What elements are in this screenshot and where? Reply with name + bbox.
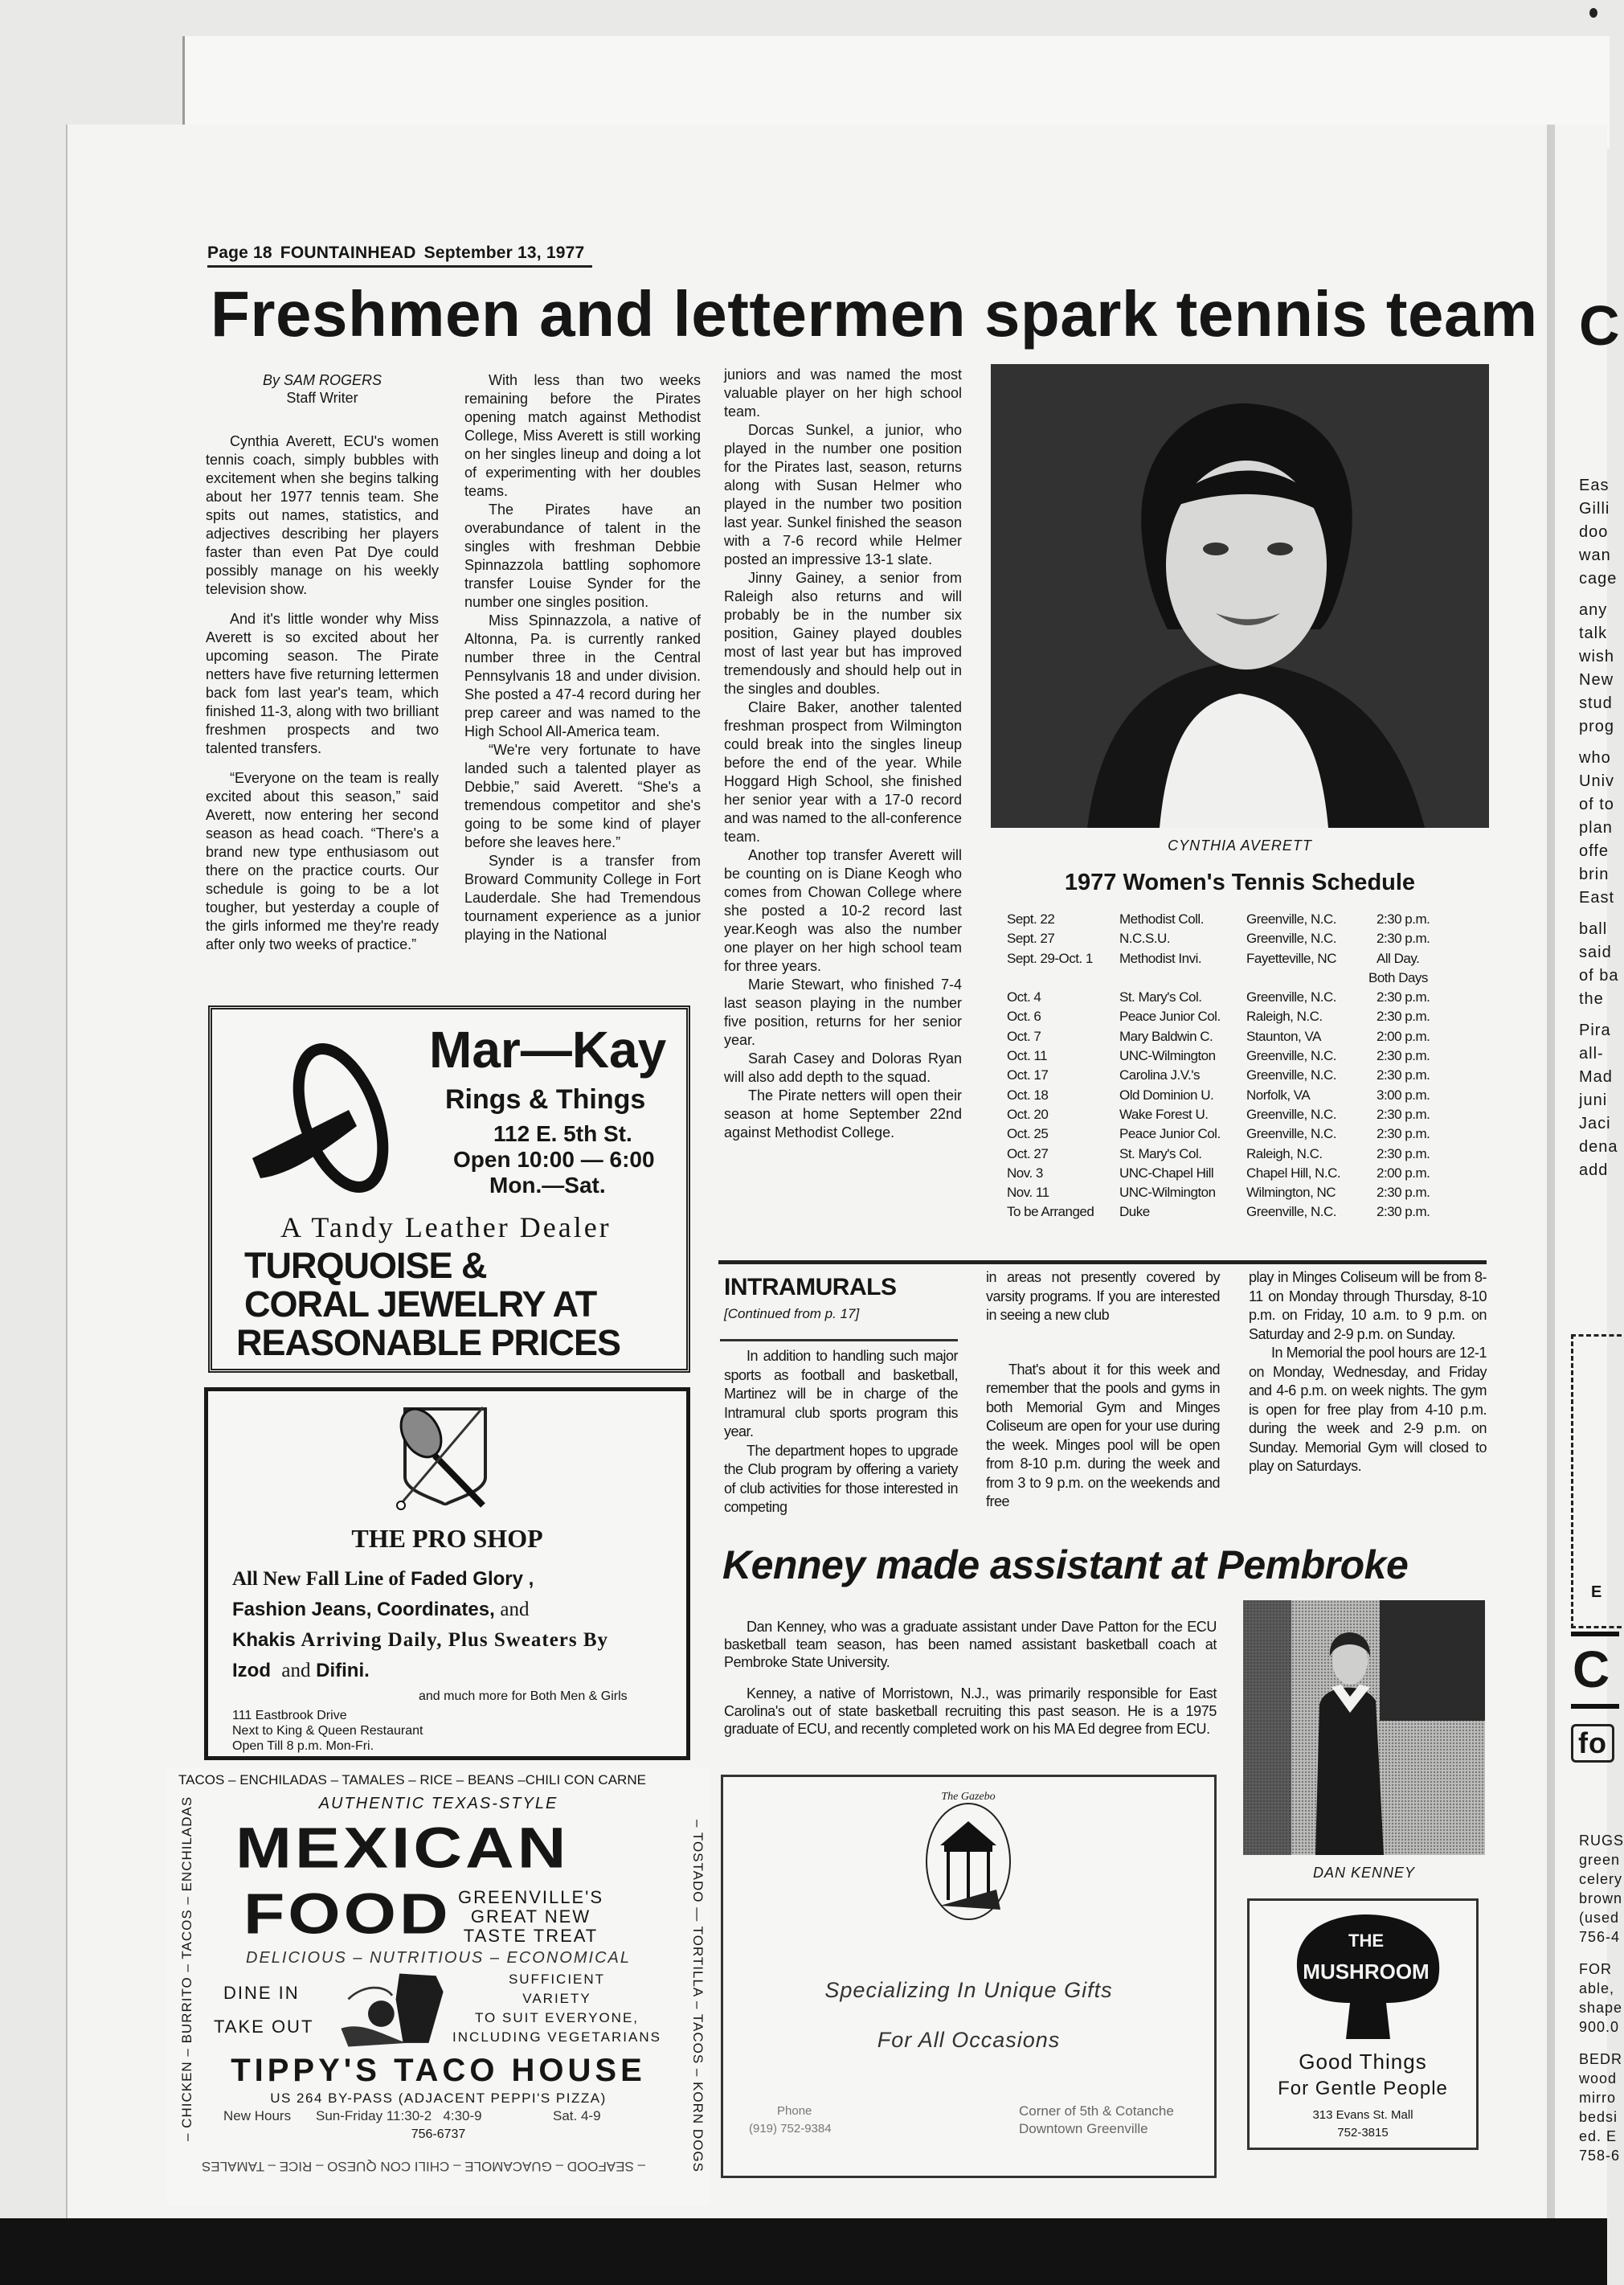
ad-line: Good Things [1299,2050,1427,2074]
restaurant-address: US 264 BY-PASS (ADJACENT PEPPI'S PIZZA) [270,2090,607,2106]
location: Greenville, N.C. [1246,1067,1336,1083]
paragraph: The department hopes to upgrade the Club program by offering a variety of club activities for those interested in competing [724,1442,958,1515]
classified-fragment: RUGS [1579,1833,1624,1849]
match-date: Oct. 17 [1007,1067,1049,1083]
schedule-row [991,1087,1489,1107]
byline [206,371,439,407]
opponent: Methodist Coll. [1119,911,1204,927]
ad-line [232,1566,534,1592]
photo-caption: CYNTHIA AVERETT [1168,837,1312,854]
cynthia-averett-photo [991,364,1489,828]
match-date: Nov. 11 [1007,1185,1049,1201]
text-fragment: who [1579,749,1611,767]
text-fragment: Eas [1579,477,1610,494]
variety-text [440,1970,673,2047]
classified-fragment: ed. E [1579,2128,1618,2144]
schedule-row [991,1009,1489,1028]
text-fragment: any [1579,601,1608,619]
classified-fragment: able, [1579,1980,1615,1996]
store-name: Mar—Kay [429,1021,667,1079]
paragraph: in areas not presently covered by varsity programs. If you are interested in seeing a new club [986,1269,1220,1323]
ink-speck [1589,8,1597,18]
logo-lettering: MUSHROOM [1303,1959,1430,1984]
location: Greenville, N.C. [1246,1126,1336,1142]
ad-line [232,1628,608,1653]
text-fragment: Mad [1579,1068,1613,1086]
paragraph: “Everyone on the team is really excited about this season,” said Averett, now entering her second season as head coach. “There's a brand new type enthusiasom out there on the practice courts. Our schedule is going to be a lot tougher, but yesterday a couple of the girls informed me they're ready after only two weeks of practice.” [206,770,439,952]
location: Greenville, N.C. [1246,931,1336,947]
phone-number: (919) 752-9384 [749,2122,832,2136]
opponent: Wake Forest U. [1119,1106,1209,1122]
paragraph: Another top transfer Averett will be counting on is Diane Keogh who comes from Chowan College where she posted a 10-2 record last year.Keogh was also the number one player on her high school team for three years. [724,847,962,974]
store-days: Mon.—Sat. [489,1173,606,1198]
ad-text: Arriving Daily, Plus Sweaters By [301,1629,609,1651]
schedule-row [991,1067,1489,1087]
match-time: 2:00 p.m. [1377,1028,1430,1044]
paragraph: Marie Stewart, who finished 7-4 last season playing in the number five position, returns for her senior year. [724,977,962,1048]
opponent: Peace Junior Col. [1119,1126,1221,1142]
paragraph: “We're very fortunate to have landed such a talented player as Debbie,” said Averett. “She's a tremendous competitor and she's going to be some kind of player before she leaves here.” [464,742,701,850]
opponent: Duke [1119,1204,1150,1220]
tippys-taco-house-ad [167,1767,710,2206]
opponent: Peace Junior Col. [1119,1009,1221,1025]
text-fragment: of to [1579,796,1614,813]
match-date: Sept. 29-Oct. 1 [1007,950,1093,966]
opponent: St. Mary's Col. [1119,989,1202,1005]
text-fragment: add [1579,1161,1609,1179]
classified-fragment: (used [1579,1910,1620,1926]
text-fragment: dena [1579,1138,1618,1156]
adjacent-page-fragment [1555,125,1624,2218]
paragraph: In addition to handling such major sports as football and basketball, Martinez will be in charge of the Intramural club sports program this year. [724,1348,958,1439]
paragraph: And it's little wonder why Miss Averett is so excited about her upcoming season. The Pirate netters have five returning lettermen back fom last year's team, which finished 11-3, along with two brilliant freshmen prospects and two talented transfers. [206,611,439,756]
classified-fragment: 900.0 [1579,2019,1620,2035]
opponent: Methodist Invi. [1119,950,1202,966]
store-address: 112 E. 5th St. [493,1121,632,1146]
schedule-note: Both Days [1368,969,1428,985]
side-line: TASTE TREAT [463,1926,599,1946]
paragraph: Dan Kenney, who was a graduate assistant under Dave Patton for the ECU basketball team season, has been named assistant basketball coach at Pembroke State University. [724,1619,1217,1670]
match-date: Oct. 27 [1007,1145,1049,1161]
heading-rule [720,1339,958,1341]
pro-shop-ad [204,1387,690,1760]
paper-name: FOUNTAINHEAD [280,244,416,262]
shop-address-block [232,1708,423,1754]
mushroom-shop-ad [1247,1898,1479,2150]
text-fragment: all- [1579,1045,1604,1063]
brand-text: Khakis [232,1629,296,1651]
text-fragment: wan [1579,547,1611,564]
rule [1571,1704,1619,1709]
schedule-row [991,1029,1489,1048]
issue-date: September 13, 1977 [423,244,585,262]
classified-fragment: mirro [1579,2090,1616,2106]
store-hours: Open 10:00 — 6:00 [453,1147,655,1172]
ad-big-text: MEXICAN [235,1816,570,1880]
text-fragment: juni [1579,1091,1608,1109]
brand-text: Faded Glory , [410,1568,534,1590]
phone-label: Phone [777,2104,812,2118]
text-fragment: ball [1579,920,1608,938]
location: Raleigh, N.C. [1246,1145,1323,1161]
paragraph: Kenney, a native of Morristown, N.J., was primarily responsible for East Carolina's out of state basketball recruiting this past season. He is a 1975 graduate of ECU, and recently completed work on his MA Ed degree from ECU. [724,1685,1217,1737]
sombrero-figure-illustration [328,1970,456,2050]
text-fragment: Pira [1579,1022,1611,1039]
schedule-row [991,931,1489,950]
promo-line: REASONABLE PRICES [236,1322,621,1363]
intramurals-column-3 [1249,1268,1487,1476]
ad-line: For Gentle People [1278,2078,1448,2099]
text-fragment: talk [1579,624,1608,642]
schedule-row [991,1107,1489,1126]
gazebo-address-block [1019,2103,1174,2138]
schedule-row [991,1146,1489,1165]
classified-fragment: celery [1579,1871,1623,1887]
match-date: Oct. 4 [1007,989,1041,1005]
shop-phone: 752-3815 [1337,2126,1389,2140]
text-fragment: Gilli [1579,500,1610,518]
text-fragment: wish [1579,648,1615,665]
continued-note: [Continued from p. 17] [724,1306,860,1321]
match-time: 2:30 p.m. [1377,1145,1430,1161]
location: Greenville, N.C. [1246,1204,1336,1220]
headline-fragment: C [1579,294,1621,357]
intramurals-heading: INTRAMURALS [724,1274,897,1300]
brand-text: Fashion Jeans, Coordinates, [232,1599,495,1620]
match-time: 2:30 p.m. [1377,1185,1430,1201]
photo-caption: DAN KENNEY [1312,1865,1416,1881]
classified-fragment: 758-6 [1579,2148,1621,2164]
shop-hours: Open Till 8 p.m. Mon-Fri. [232,1739,374,1753]
location: Greenville, N.C. [1246,911,1336,927]
location: Fayetteville, NC [1246,950,1336,966]
match-time: 2:30 p.m. [1377,989,1430,1005]
match-date: Oct. 25 [1007,1126,1049,1142]
hours-label: New Hours [223,2108,292,2123]
match-date: Oct. 18 [1007,1087,1049,1103]
shop-landmark: Next to King & Queen Restaurant [232,1724,423,1738]
headline-fragment: C [1573,1640,1611,1698]
intramurals-column-2 [986,1268,1220,1512]
variety-line: TO SUIT EVERYONE, [474,2010,640,2025]
match-date: Nov. 3 [1007,1165,1043,1181]
location: Greenville, N.C. [1246,1106,1336,1122]
ad-line [232,1597,530,1623]
opponent: Mary Baldwin C. [1119,1028,1213,1044]
classified-fragment: BEDR [1579,2051,1623,2067]
classified-fragment: bedsi [1579,2109,1618,2125]
mushroom-logo [1282,1910,1450,2047]
paragraph: juniors and was named the most valuable player on her high school team. [724,367,962,420]
box-fragment: E [1591,1583,1603,1601]
ad-text: All New Fall Line of [232,1568,406,1590]
page-masthead [207,244,592,268]
classified-fragment: 756-4 [1579,1929,1621,1945]
opponent: Carolina J.V.'s [1119,1067,1201,1083]
ad-slogan: DELICIOUS – NUTRITIOUS – ECONOMICAL [246,1949,631,1967]
text-fragment: of ba [1579,967,1619,985]
border-text-right: – TOSTADO — TORTILLA – TACOS – KORN DOGS [690,1820,706,2172]
byline-role: Staff Writer [286,390,358,406]
variety-line: SUFFICIENT [508,1972,606,1987]
match-time: 2:30 p.m. [1377,1009,1430,1025]
paragraph: Miss Spinnazzola, a native of Altonna, Pa. is currently ranked number three in the Central Pennsylvanis 18 and under division. She posted a 47-4 record during her prep career and was named to the High School All-America team. [464,612,701,739]
article-headline: Freshmen and lettermen spark tennis team [211,278,1538,350]
schedule-row [991,1126,1489,1145]
paragraph: Sarah Casey and Doloras Ryan will also add depth to the squad. [724,1050,962,1085]
location: Greenville, N.C. [1246,989,1336,1005]
gazebo-gift-shop-ad [721,1775,1217,2178]
schedule-row [991,911,1489,931]
tennis-schedule-table [991,911,1489,1224]
match-time: All Day. [1377,950,1420,966]
schedule-row [991,1185,1489,1204]
shop-name: THE PRO SHOP [351,1524,543,1553]
schedule-row [991,1204,1489,1223]
ad-big-text: FOOD [243,1882,452,1946]
text-fragment: stud [1579,694,1613,712]
scan-border [0,2218,1607,2285]
weekday-hours: Sun-Friday 11:30-2 4:30-9 [316,2108,482,2123]
paragraph: In Memorial the pool hours are 12-1 on Monday, Wednesday, and Friday and 4-6 p.m. on week nights. The gym is open for free play from 4-10 p.m. during the week and 2-9 p.m. on Sunday. Memorial Gym will closed to play on Saturdays. [1249,1345,1487,1474]
logo-lettering: THE [1348,1931,1384,1951]
page-gutter [1547,125,1555,2218]
gazebo-logo [920,1785,1017,1922]
article-column-1 [206,432,439,965]
article-column-2 [464,371,701,944]
match-time: 2:30 p.m. [1377,931,1430,947]
opponent: UNC-Chapel Hill [1119,1165,1214,1181]
variety-line: INCLUDING VEGETARIANS [452,2029,661,2045]
variety-line: VARIETY [522,1991,591,2006]
classified-fragment: green [1579,1852,1621,1868]
schedule-note-row [991,970,1489,989]
opponent: N.C.S.U. [1119,931,1171,947]
ad-more: and much more for Both Men & Girls [419,1689,628,1703]
shop-address: 111 Eastbrook Drive [232,1709,347,1722]
location: Wilmington, NC [1246,1185,1336,1201]
border-text-bottom: – SEAFOOD – GUACAMOLE – CHILI CON QUESO – RICE – TAMALES [201,2159,646,2174]
text-fragment: offe [1579,842,1609,860]
ad-line: For All Occasions [877,2028,1061,2052]
ad-side-text [458,1888,603,1946]
schedule-row [991,989,1489,1009]
paragraph: The Pirates have an overabundance of talent in the singles with freshman Debbie Spinnazzola battling sophomore transfer Louise Synder for the number one singles position. [464,502,701,610]
rule [1571,1632,1619,1636]
ad-line: Specializing In Unique Gifts [824,1978,1113,2002]
match-date: To be Arranged [1007,1204,1094,1220]
paragraph: play in Minges Coliseum will be from 8-11 on Monday through Thursday, 8-10 p.m. on Friday, 10 a.m. to 9 p.m. on Saturday and 2-9 p.m. on Sunday. [1249,1269,1487,1342]
ad-text: and [500,1599,530,1620]
classified-fragment: wood [1579,2070,1618,2086]
page-number: Page 18 [207,244,272,262]
schedule-row [991,951,1489,970]
match-time: 2:30 p.m. [1377,1067,1430,1083]
ring-icon [244,1038,397,1198]
classified-fragment: brown [1579,1890,1623,1906]
text-fragment: doo [1579,523,1609,541]
location: Chapel Hill, N.C. [1246,1165,1341,1181]
text-fragment: New [1579,671,1614,689]
section-rule [718,1260,1487,1264]
address-line: Downtown Greenville [1019,2121,1148,2136]
location: Norfolk, VA [1246,1087,1311,1103]
article-column-3 [724,366,962,1142]
tennis-racket-golf-club-logo [393,1401,497,1513]
logo-fragment: fo [1571,1724,1614,1763]
schedule-row [991,1165,1489,1185]
text-fragment: Jaci [1579,1115,1611,1132]
kenney-headline: Kenney made assistant at Pembroke [722,1542,1409,1587]
opponent: St. Mary's Col. [1119,1145,1202,1161]
match-date: Oct. 20 [1007,1106,1049,1122]
match-time: 2:30 p.m. [1377,1204,1430,1220]
text-fragment: plan [1579,819,1613,837]
paragraph: The Pirate netters will open their season at home September 22nd against Methodist College. [724,1087,962,1140]
paragraph: Dorcas Sunkel, a junior, who played in the number one position for the Pirates last, season, returns along with Susan Helmer who played in the number two position last year. Sunkel finished the season with a 7-6 record while Helmer posted an impressive 13-1 slate. [724,422,962,567]
paragraph: Synder is a transfer from Broward Community College in Fort Lauderdale. She had Tremendous tournament experience as a junior playing in the National [464,853,701,943]
paragraph: That's about it for this week and remember that the pools and gyms in both Memorial Gym and Minges Coliseum are open for your use during the week. Minges pool will be open from 8-10 p.m. during the week and from 3 to 9 p.m. on the weekends and free [986,1361,1220,1509]
byline-author: By SAM ROGERS [262,372,382,388]
dan-kenney-photo [1243,1600,1485,1855]
intramurals-column-1 [724,1347,958,1517]
opponent: Old Dominion U. [1119,1087,1214,1103]
paragraph: Cynthia Averett, ECU's women tennis coach, simply bubbles with excitement when she begins talking about her 1977 tennis team. She spits out names, statistics, and adjectives describing her players faster than even Pat Dye could possibly manage on his weekly television show. [206,433,439,597]
match-time: 2:30 p.m. [1377,1126,1430,1142]
location: Staunton, VA [1246,1028,1321,1044]
location: Greenville, N.C. [1246,1048,1336,1064]
shop-address: 313 Evans St. Mall [1312,2108,1413,2122]
match-date: Oct. 6 [1007,1009,1041,1025]
text-fragment: prog [1579,718,1615,735]
promo-line: CORAL JEWELRY AT [244,1284,597,1325]
paragraph: With less than two weeks remaining before the Pirates opening match against Methodist College, Miss Averett is still working on her singles lineup and doing a lot of experimenting with her doubles teams. [464,372,701,499]
dealer-line: A Tandy Leather Dealer [280,1211,612,1243]
ad-line [232,1658,370,1684]
restaurant-name: TIPPY'S TACO HOUSE [231,2053,646,2088]
opponent: UNC-Wilmington [1119,1048,1216,1064]
ad-text: and [281,1660,311,1681]
match-date: Oct. 7 [1007,1028,1041,1044]
side-line: GREENVILLE'S [458,1887,604,1907]
restaurant-phone: 756-6737 [411,2127,466,2141]
match-time: 2:30 p.m. [1377,1048,1430,1064]
ad-kicker: AUTHENTIC TEXAS-STYLE [318,1795,558,1812]
address-line: Corner of 5th & Cotanche [1019,2103,1174,2119]
logo-lettering: The Gazebo [941,1791,996,1803]
match-time: 2:00 p.m. [1377,1165,1430,1181]
match-time: 2:30 p.m. [1377,911,1430,927]
text-fragment: cage [1579,570,1618,588]
dine-in-label: DINE IN [223,1983,300,2003]
kenney-article [724,1618,1217,1751]
text-fragment: East [1579,889,1615,907]
schedule-row [991,1048,1489,1067]
classified-fragment: shape [1579,2000,1623,2016]
gazebo-phone-block [749,2103,832,2138]
match-time: 3:00 p.m. [1377,1087,1430,1103]
text-fragment: Univ [1579,772,1615,790]
brand-text: Izod [232,1660,271,1681]
take-out-label: TAKE OUT [214,2017,314,2037]
location: Raleigh, N.C. [1246,1009,1323,1025]
classified-fragment: FOR [1579,1961,1612,1977]
opponent: UNC-Wilmington [1119,1185,1216,1201]
match-date: Oct. 11 [1007,1048,1048,1064]
side-line: GREAT NEW [470,1906,591,1927]
paragraph: Claire Baker, another talented freshman prospect from Wilmington could break into the singles lineup before the end of the year. While Hoggard High School, she finished her senior year with a 17-0 record and was named to the all-conference team. [724,699,962,845]
text-fragment: the [1579,990,1604,1008]
brand-text: Difini. [316,1660,370,1681]
text-fragment: brin [1579,866,1610,883]
markay-jewelry-ad [208,1005,690,1373]
match-date: Sept. 22 [1007,911,1055,927]
text-fragment: said [1579,944,1612,961]
border-text-top: TACOS – ENCHILADAS – TAMALES – RICE – BEANS –CHILI CON CARNE [178,1772,646,1787]
match-date: Sept. 27 [1007,931,1055,947]
paragraph: Jinny Gainey, a senior from Raleigh also returns and will probably be in the number six position, Gainey played doubles most of last year but has improved tremendously and should help out in the singles and doubles. [724,570,962,697]
border-text-left: – CHICKEN – BURRITO – TACOS – ENCHILADAS [179,1796,194,2141]
match-time: 2:30 p.m. [1377,1106,1430,1122]
store-tagline: Rings & Things [445,1084,646,1115]
promo-line: TURQUOISE & [244,1245,487,1286]
schedule-title: 1977 Women's Tennis Schedule [1064,870,1416,895]
saturday-hours: Sat. 4-9 [553,2108,601,2123]
